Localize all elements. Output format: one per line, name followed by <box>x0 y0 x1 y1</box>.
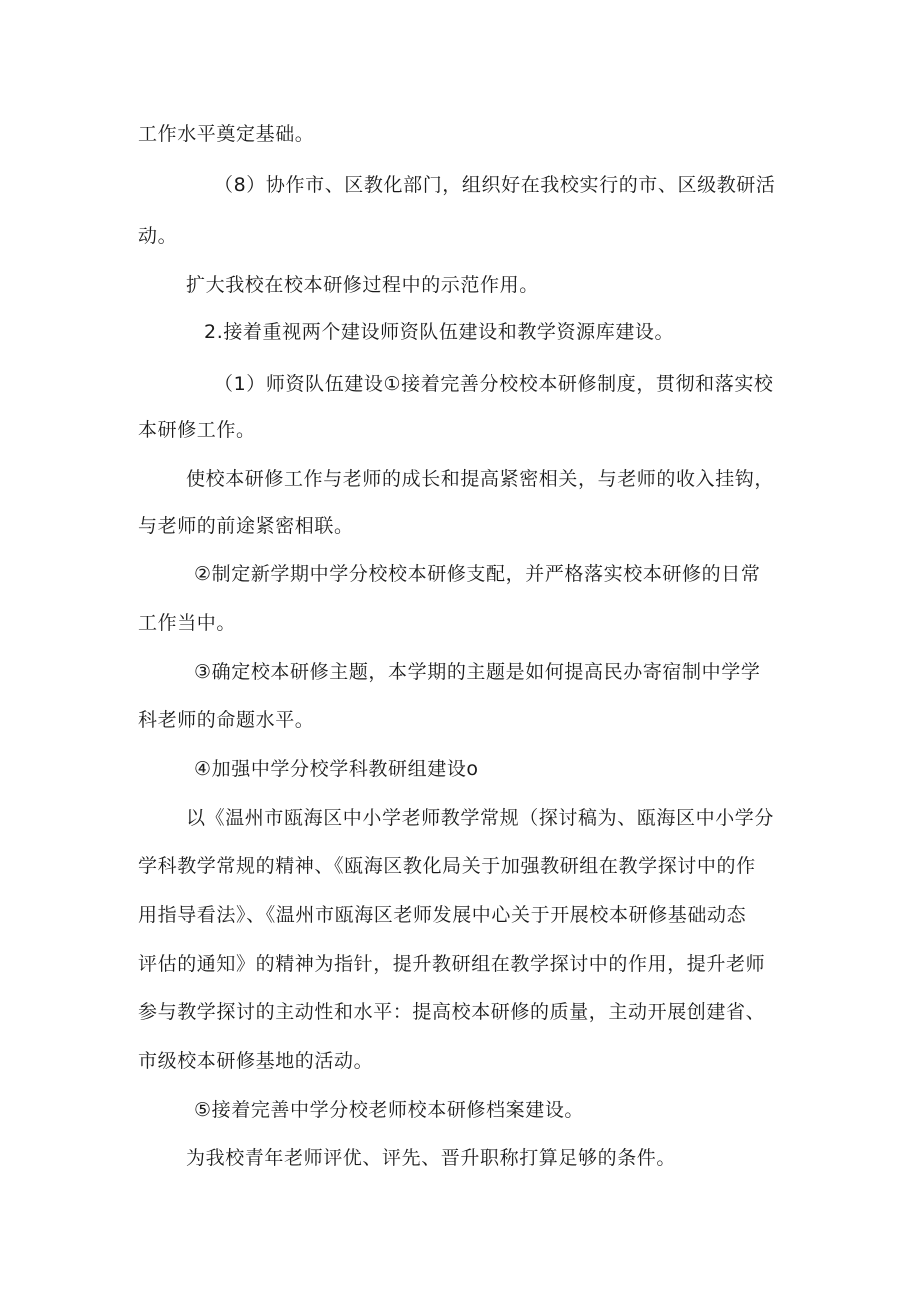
text-line: 2.接着重视两个建设师资队伍建设和教学资源库建设。 <box>204 321 675 343</box>
text-line: 用指导看法》、《温州市瓯海区老师发展中心关于开展校本研修基础动态 <box>138 904 747 926</box>
text-line: 参与教学探讨的主动性和水平：提高校本研修的质量，主动开展创建省、 <box>138 1001 766 1023</box>
text-line: （1）师资队伍建设①接着完善分校校本研修制度，贯彻和落实校 <box>214 373 774 395</box>
text-line: 评估的通知》的精神为指针，提升教研组在教学探讨中的作用，提升老师 <box>138 953 766 975</box>
text-line: 工作水平奠定基础。 <box>138 123 315 145</box>
text-line: 学科教学常规的精神、《瓯海区教化局关于加强教研组在教学探讨中的作 <box>138 855 756 877</box>
text-line: 扩大我校在校本研修过程中的示范作用。 <box>186 274 539 296</box>
text-line: ③确定校本研修主题，本学期的主题是如何提高民办寄宿制中学学 <box>194 661 761 683</box>
text-line: ④加强中学分校学科教研组建设o <box>194 758 479 780</box>
text-line: 为我校青年老师评优、评先、晋升职称打算足够的条件。 <box>186 1147 677 1169</box>
text-line: 科老师的命题水平。 <box>138 709 315 731</box>
text-line: ②制定新学期中学分校校本研修支配，并严格落实校本研修的日常 <box>194 563 761 585</box>
text-line: 动。 <box>138 225 178 247</box>
text-line: 与老师的前途紧密相联。 <box>138 515 354 537</box>
text-line: ⑤接着完善中学分校老师校本研修档案建设。 <box>194 1099 585 1121</box>
text-line: （8）协作市、区教化部门，组织好在我校实行的市、区级教研活 <box>214 174 776 196</box>
text-line: 以《温州市瓯海区中小学老师教学常规（探讨稿为、瓯海区中小学分 <box>186 807 775 829</box>
text-line: 工作当中。 <box>138 612 237 634</box>
text-line: 使校本研修工作与老师的成长和提高紧密相关，与老师的收入挂钩， <box>186 468 775 490</box>
text-line: 市级校本研修基地的活动。 <box>138 1050 374 1072</box>
text-line: 本研修工作。 <box>138 419 256 441</box>
